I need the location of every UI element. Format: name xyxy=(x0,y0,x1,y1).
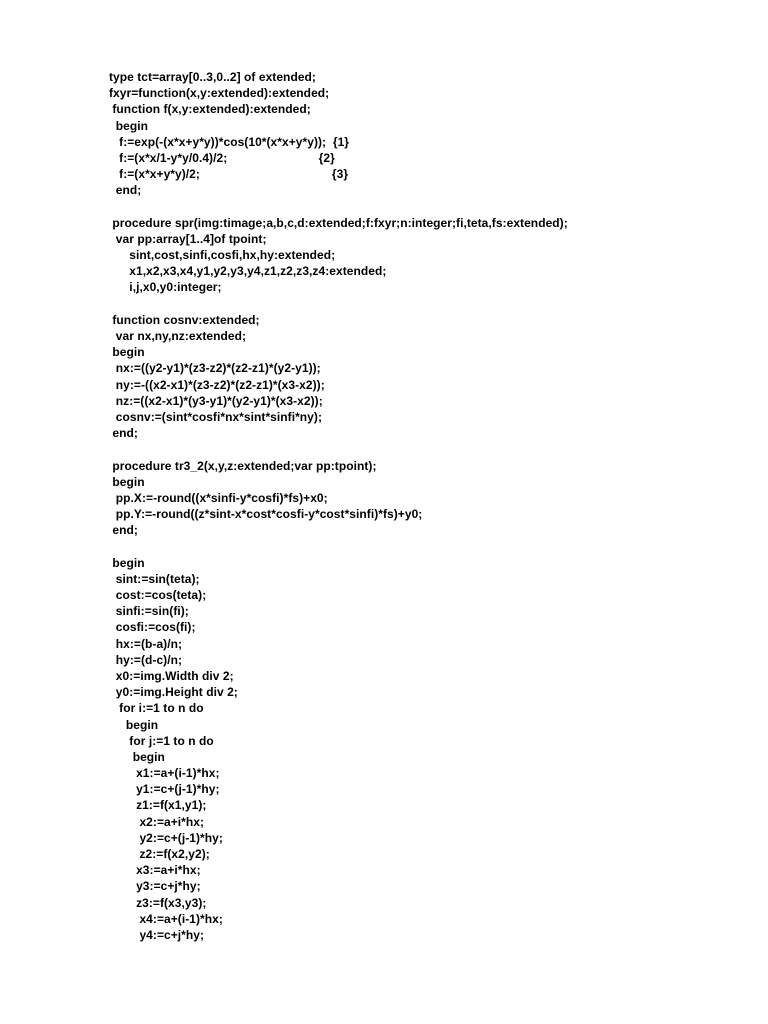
code-line: y4:=c+j*hy; xyxy=(109,927,205,942)
code-line: cosfi:=cos(fi); xyxy=(109,620,196,635)
code-line: end; xyxy=(109,426,138,441)
code-line: f:=exp(-(x*x+y*y))*cos(10*(x*x+y*y)); {1} xyxy=(109,134,350,149)
code-line: hy:=(d-c)/n; xyxy=(109,652,183,667)
code-line: pp.X:=-round((x*sinfi-y*cosfi)*fs)+x0; xyxy=(109,490,328,505)
code-line: begin xyxy=(109,474,145,489)
code-line: z3:=f(x3,y3); xyxy=(109,895,207,910)
code-line: hx:=(b-a)/n; xyxy=(109,636,183,651)
code-line: x3:=a+i*hx; xyxy=(109,863,201,878)
code-line xyxy=(109,199,749,215)
code-line: cosnv:=(sint*cosfi*nx*sint*sinfi*ny); xyxy=(109,409,322,424)
code-line: begin xyxy=(109,345,145,360)
code-line: begin xyxy=(109,118,149,133)
code-line: procedure tr3_2(x,y,z:extended;var pp:tpoint); xyxy=(109,458,377,473)
code-line: x0:=img.Width div 2; xyxy=(109,668,234,683)
code-line: end; xyxy=(109,523,138,538)
code-line xyxy=(109,441,749,457)
code-line: function f(x,y:extended):extended; xyxy=(109,102,311,117)
code-listing xyxy=(109,69,749,943)
code-line: x1:=a+(i-1)*hx; xyxy=(109,766,220,781)
code-line: i,j,x0,y0:integer; xyxy=(109,280,222,295)
code-line: for j:=1 to n do xyxy=(109,733,214,748)
code-line: f:=(x*x/1-y*y/0.4)/2; {2} xyxy=(109,150,335,165)
code-line: cost:=cos(teta); xyxy=(109,588,207,602)
code-line xyxy=(109,296,749,312)
code-line: x4:=a+(i-1)*hx; xyxy=(109,911,223,926)
code-line: y3:=c+j*hy; xyxy=(109,879,201,894)
code-line: x2:=a+i*hx; xyxy=(109,814,205,829)
code-line: procedure spr(img:timage;a,b,c,d:extended;f:fxyr;n:integer;fi,teta,fs:extended); xyxy=(109,215,568,230)
code-line: y0:=img.Height div 2; xyxy=(109,685,238,700)
code-line: y1:=c+(j-1)*hy; xyxy=(109,782,220,797)
code-line: sint:=sin(teta); xyxy=(109,571,200,586)
code-line: y2:=c+(j-1)*hy; xyxy=(109,830,223,845)
code-line: z2:=f(x2,y2); xyxy=(109,847,210,861)
code-line: for i:=1 to n do xyxy=(109,701,204,716)
code-line: begin xyxy=(109,717,159,732)
code-line: ny:=-((x2-x1)*(z3-z2)*(z2-z1)*(x3-x2)); xyxy=(109,377,325,392)
code-line: sinfi:=sin(fi); xyxy=(109,604,189,619)
code-line: pp.Y:=-round((z*sint-x*cost*cosfi-y*cost*sinfi)*fs)+y0; xyxy=(109,507,423,522)
code-line: fxyr=function(x,y:extended):extended; xyxy=(109,86,330,101)
code-line: var nx,ny,nz:extended; xyxy=(109,329,247,343)
code-line: begin xyxy=(109,749,165,764)
code-line: nx:=((y2-y1)*(z3-z2)*(z2-z1)*(y2-y1)); xyxy=(109,361,321,376)
code-line: sint,cost,sinfi,cosfi,hx,hy:extended; xyxy=(109,248,336,263)
code-line xyxy=(109,538,749,554)
code-line: x1,x2,x3,x4,y1,y2,y3,y4,z1,z2,z3,z4:extended; xyxy=(109,264,387,279)
code-line: type tct=array[0..3,0..2] of extended; xyxy=(109,70,316,84)
code-line: nz:=((x2-x1)*(y3-y1)*(y2-y1)*(x3-x2)); xyxy=(109,393,323,408)
code-line: var pp:array[1..4]of tpoint; xyxy=(109,231,267,246)
code-line: f:=(x*x+y*y)/2; {3} xyxy=(109,167,349,182)
code-line: end; xyxy=(109,183,142,198)
code-line: function cosnv:extended; xyxy=(109,312,260,327)
code-line: begin xyxy=(109,555,145,570)
code-line: z1:=f(x1,y1); xyxy=(109,798,207,813)
